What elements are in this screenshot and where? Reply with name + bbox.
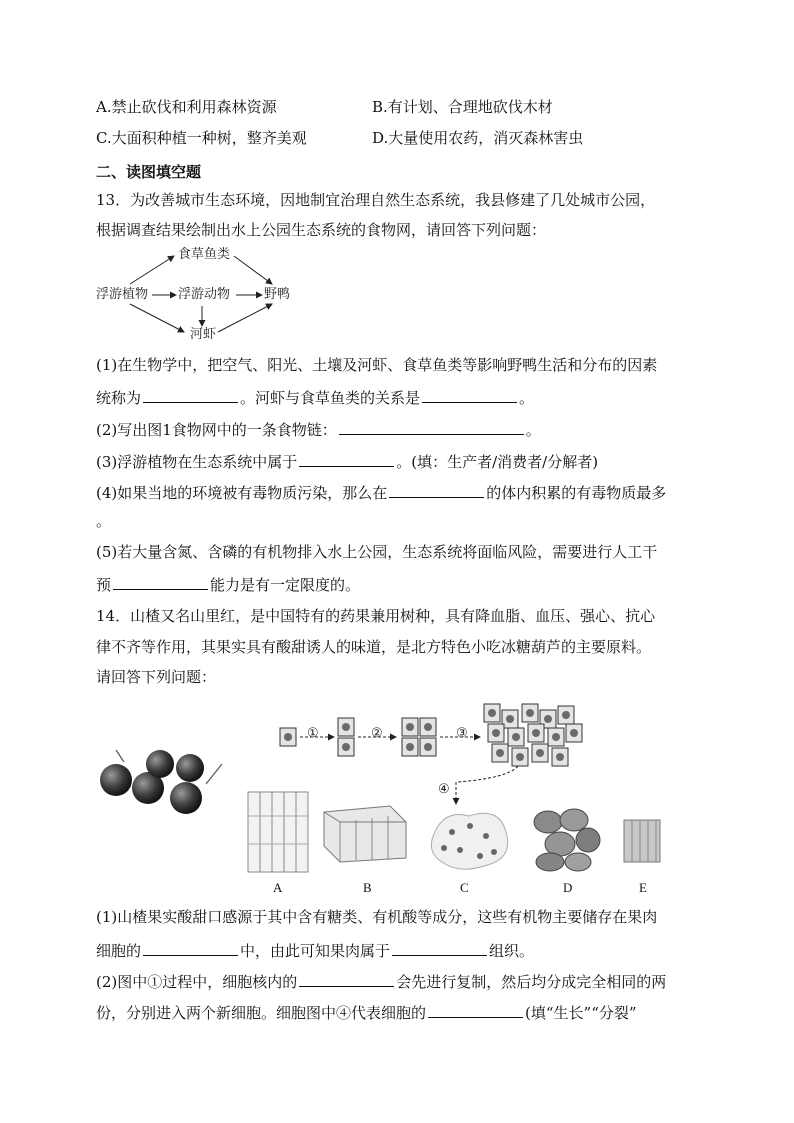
q13-blank-toxin[interactable] [389,481,484,498]
caption-a: A [273,880,283,895]
q13-part-4-period: 。 [96,512,112,530]
q13-part-3-end: 。(填：生产者/消费者/分解者) [396,453,599,471]
q13-part-1-line-2 [96,386,534,408]
q14-part-1-line-2 [96,939,534,961]
q13-part-4 [96,481,666,503]
q14-part-1-text-1: 细胞的 [96,942,142,960]
food-web-node-plankton-animals: 浮游动物 [178,287,231,302]
option-c[interactable]: C.大面积种植一种树，整齐美观 [96,129,307,147]
q14-intro-line-2: 律不齐等作用，其果实具有酸甜诱人的味道，是北方特色小吃冰糖葫芦的主要原料。 [96,638,652,656]
step-3-label: ③ [456,726,468,741]
q13-part-2 [96,418,541,440]
q14-part-2-line-1 [96,970,666,992]
cell-division-diagram [278,700,588,810]
hawthorn-fruit-image [96,748,226,820]
tissue-b-image [320,802,410,866]
step-1-label: ① [307,726,319,741]
q13-intro-line-2: 根据调查结果绘制出水上公园生态系统的食物网，请回答下列问题： [96,221,547,239]
q14-intro-line-1: 14．山楂又名山里红，是中国特有的药果兼用树种，具有降血脂、血压、强心、抗心 [96,607,656,625]
step-2-label: ② [371,726,383,741]
food-web-node-duck: 野鸭 [264,287,291,302]
step-4-label: ④ [438,782,450,797]
option-a[interactable]: A.禁止砍伐和利用森林资源 [96,98,277,116]
q14-part-1-text-3: 组织。 [489,942,535,960]
section-heading: 二、读图填空题 [96,163,202,181]
q14-part-2-line-2 [96,1001,637,1023]
q13-part-5-line-1: (5)若大量含氮、含磷的有机物排入水上公园，生态系统将面临风险，需要进行人工干 [96,543,658,561]
q13-part-2-end: 。 [525,421,541,439]
tissue-a-image [244,786,314,876]
food-web-node-fish: 食草鱼类 [178,247,231,262]
q14-part-1-line-1: (1)山楂果实酸甜口感源于其中含有糖类、有机酸等成分，这些有机物主要储存在果肉 [96,908,658,926]
q14-blank-process[interactable] [428,1001,523,1018]
caption-d: D [563,880,573,895]
q13-part-4-end: 的体内积累的有毒物质最多 [486,484,667,502]
q13-blank-role[interactable] [299,450,394,467]
q13-part-2-text: (2)写出图1食物网中的一条食物链： [96,421,337,439]
q14-part-2-text-3: 份，分别进入两个新细胞。细胞图中④代表细胞的 [96,1004,427,1022]
q14-part-2-text-4: (填“生长”“分裂” [525,1004,637,1022]
q13-blank-food-chain[interactable] [339,418,524,435]
tissue-e-image [620,816,664,866]
q13-blank-relationship[interactable] [422,386,517,403]
q13-part-1-text-1: 统称为 [96,389,142,407]
q13-part-5-text-2: 能力是有一定限度的。 [210,576,361,594]
q13-part-5-text-1: 预 [96,576,112,594]
q14-blank-tissue[interactable] [392,939,487,956]
caption-e: E [639,880,647,895]
q14-part-2-text-2: 会先进行复制，然后均分成完全相同的两 [396,973,667,991]
caption-c: C [460,880,469,895]
q14-intro-line-3: 请回答下列问题： [96,668,217,686]
q13-part-3-text: (3)浮游植物在生态系统中属于 [96,453,298,471]
q13-part-3 [96,450,598,472]
q14-part-1-text-2: 中，由此可知果肉属于 [240,942,391,960]
food-web-node-shrimp: 河虾 [190,327,217,342]
option-d[interactable]: D.大量使用农药，消灭森林害虫 [372,129,584,147]
q13-intro-line-1: 13．为改善城市生态环境，因地制宜治理自然生态系统，我县修建了几处城市公园， [96,191,656,209]
q13-part-4-text: (4)如果当地的环境被有毒物质污染，那么在 [96,484,388,502]
food-web-node-plankton-plants: 浮游植物 [96,287,149,302]
q13-blank-factors[interactable] [143,386,238,403]
q14-part-2-text-1: (2)图中①过程中，细胞核内的 [96,973,298,991]
q13-part-5-line-2 [96,573,360,595]
food-web-arrows [90,240,310,350]
q13-part-1-text-2: 。河虾与食草鱼类的关系是 [240,389,421,407]
q14-blank-chromosome[interactable] [299,970,394,987]
caption-b: B [363,880,372,895]
q13-blank-self-regulation[interactable] [113,573,208,590]
tissue-c-image [424,804,514,874]
q13-part-1-line-1: (1)在生物学中，把空气、阳光、土壤及河虾、食草鱼类等影响野鸭生活和分布的因素 [96,356,658,374]
q14-blank-structure[interactable] [143,939,238,956]
option-b[interactable]: B.有计划、合理地砍伐木材 [372,98,553,116]
tissue-d-image [530,806,602,872]
q13-part-1-text-3: 。 [519,389,535,407]
